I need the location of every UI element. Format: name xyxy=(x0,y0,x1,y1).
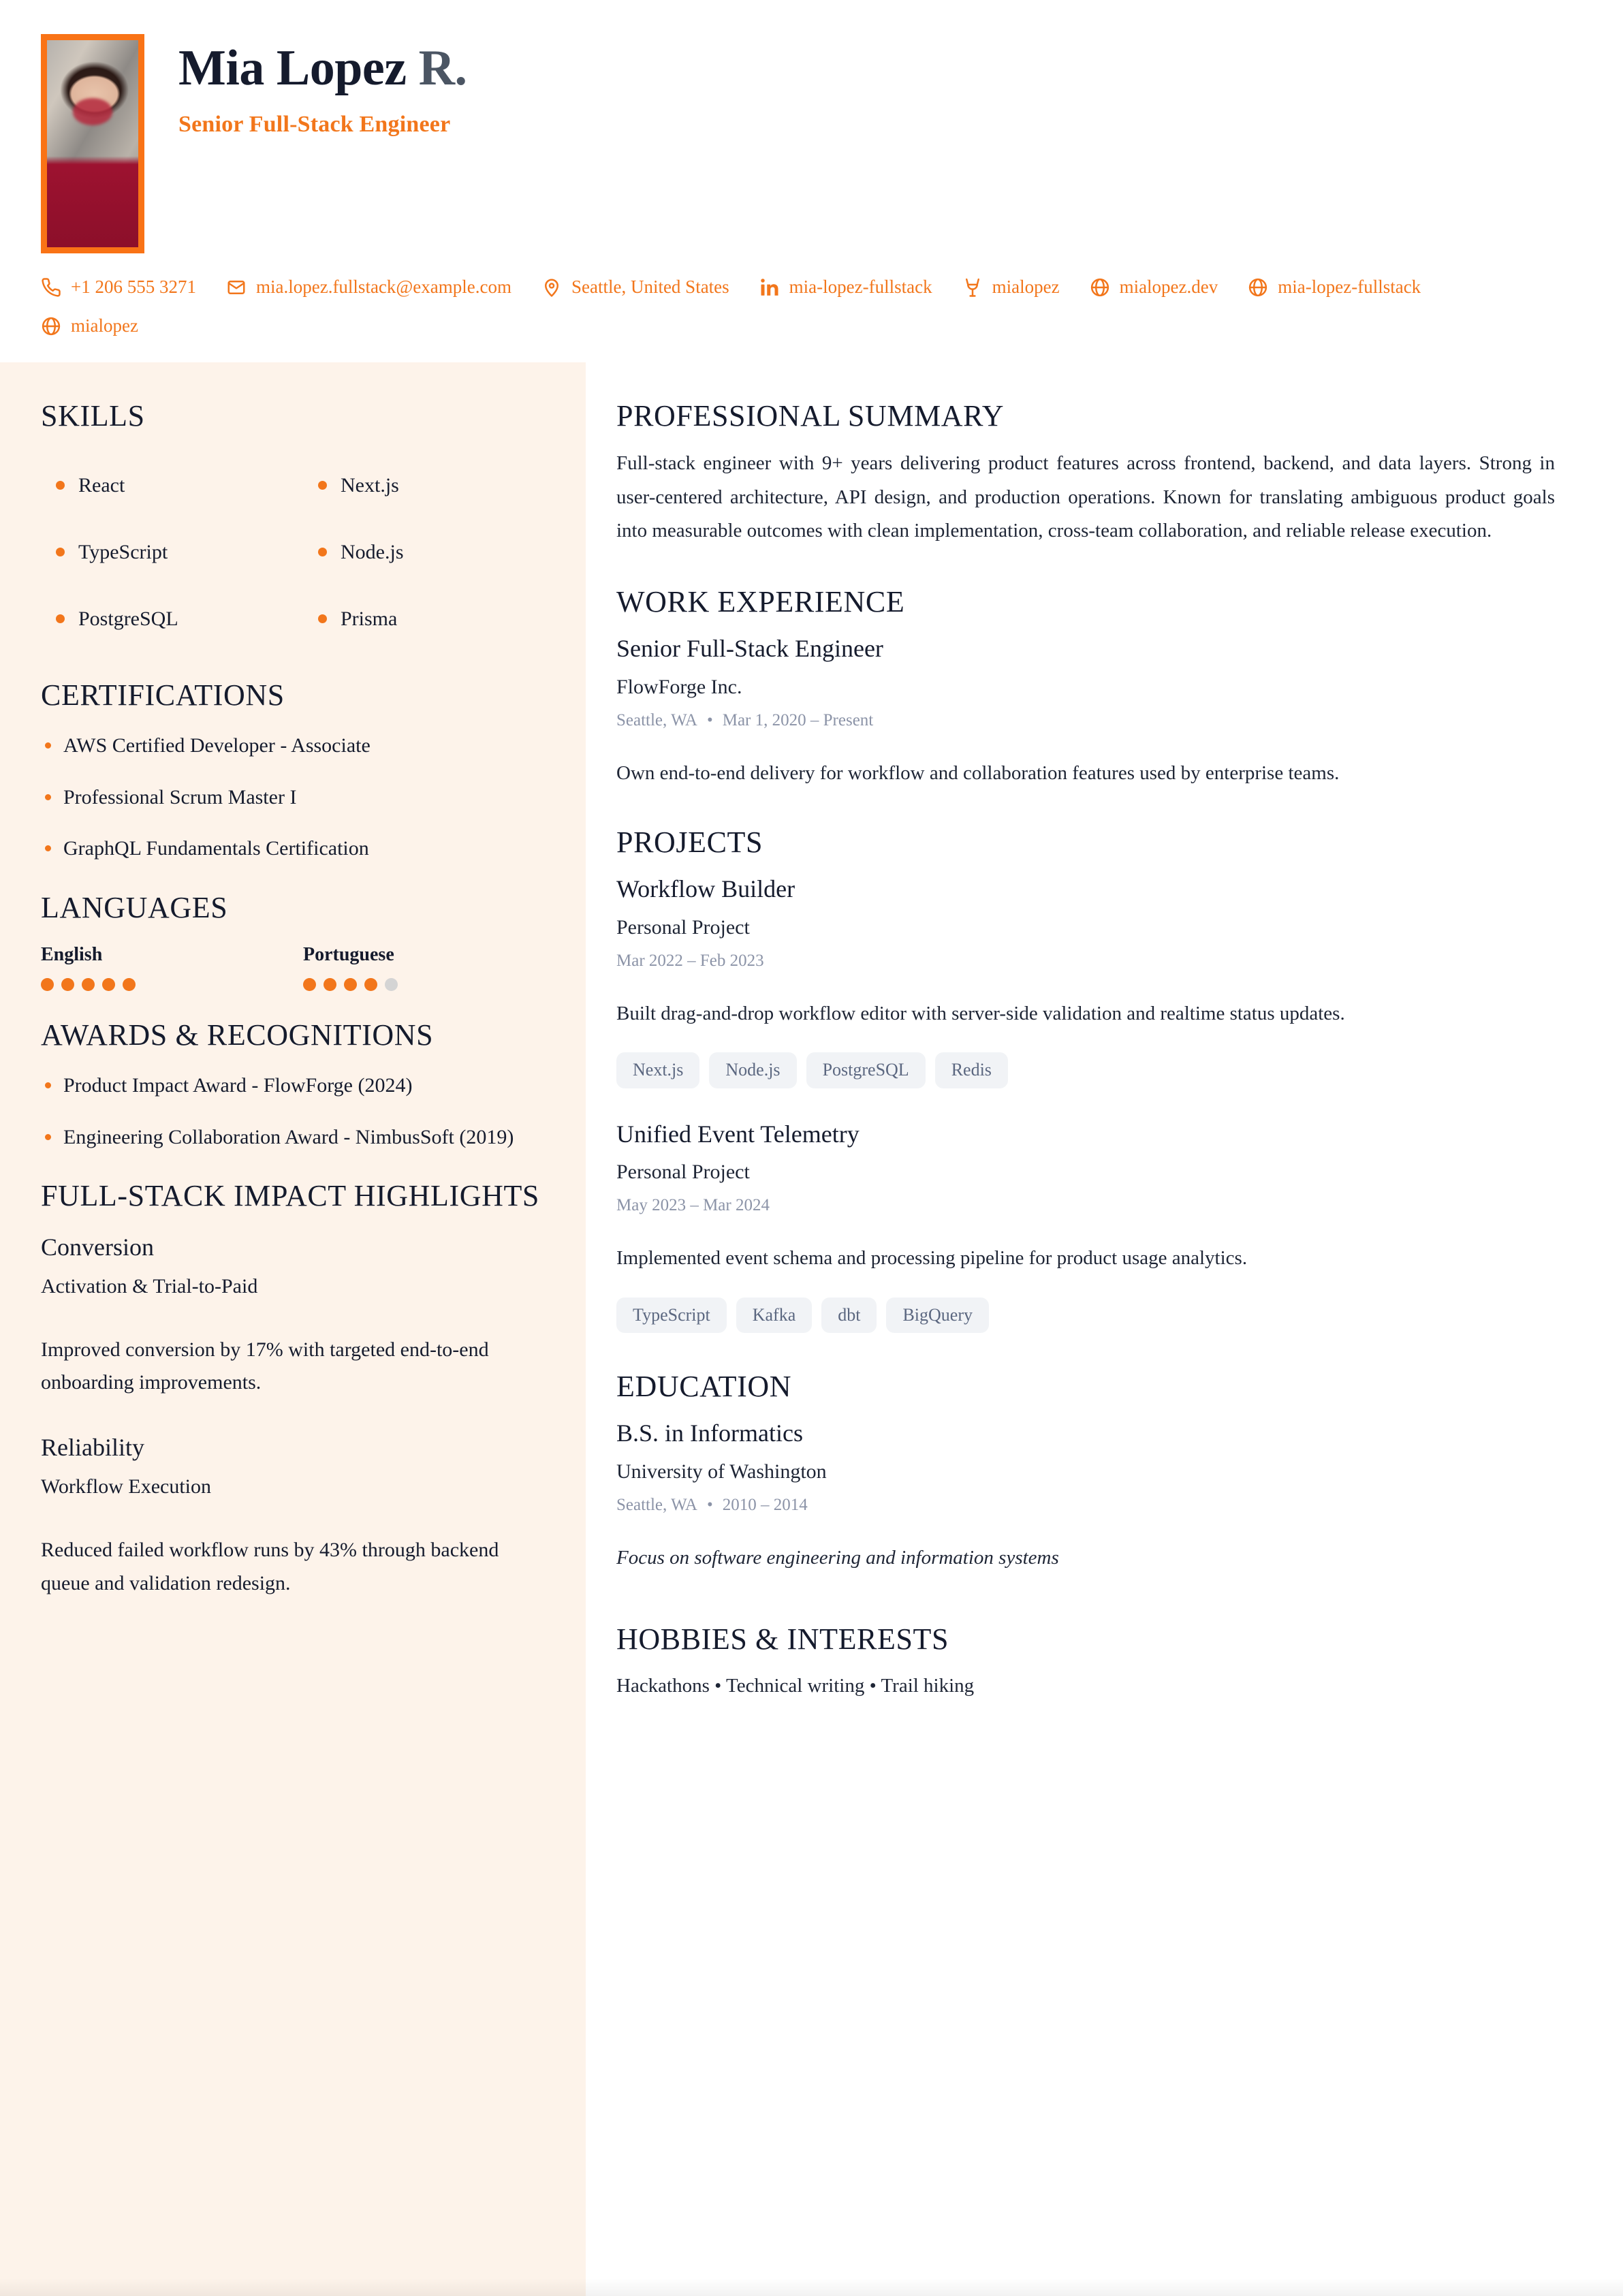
experience-location: Seattle, WA xyxy=(616,710,697,729)
tech-tag: TypeScript xyxy=(616,1298,727,1334)
bullet-icon xyxy=(56,614,65,623)
list-item xyxy=(41,1122,545,1152)
phone-icon xyxy=(41,277,61,298)
linkedin-icon xyxy=(759,277,780,298)
page-title xyxy=(178,42,467,95)
summary-heading: PROFESSIONAL SUMMARY xyxy=(616,399,1005,433)
list-item xyxy=(41,519,283,586)
project-item xyxy=(616,873,1555,1088)
bullet-icon xyxy=(45,742,51,749)
skill-label: PostgreSQL xyxy=(78,607,178,630)
section-education xyxy=(616,1368,1555,1573)
education-dates: 2010 – 2014 xyxy=(722,1495,808,1514)
language-english xyxy=(41,944,283,991)
tech-tag: Redis xyxy=(935,1052,1008,1088)
education-heading: EDUCATION xyxy=(616,1370,792,1404)
contact-location-value: Seattle, United States xyxy=(571,277,729,297)
globe-icon xyxy=(41,316,61,336)
experience-meta xyxy=(616,711,1555,730)
highlight-item xyxy=(41,1232,545,1400)
globe-icon xyxy=(1090,277,1110,298)
highlight-title: Conversion xyxy=(41,1233,154,1261)
contact-website-3-value: mialopez xyxy=(71,315,138,336)
contact-website-2[interactable] xyxy=(1248,277,1421,298)
tech-tag: Next.js xyxy=(616,1052,699,1088)
gitlab-icon xyxy=(962,277,983,298)
rating-dot xyxy=(303,978,316,991)
bullet-icon xyxy=(318,614,327,623)
highlight-subtitle: Workflow Execution xyxy=(41,1475,212,1498)
education-note: Focus on software engineering and information systems xyxy=(616,1546,1059,1569)
bullet-icon xyxy=(318,548,327,556)
experience-dates: Mar 1, 2020 – Present xyxy=(722,710,874,729)
certification-label: AWS Certified Developer - Associate xyxy=(63,734,371,757)
skills-grid xyxy=(41,452,545,652)
project-tags xyxy=(616,1298,1555,1334)
list-item xyxy=(41,1071,545,1101)
sidebar xyxy=(0,362,586,2296)
contact-gitlab[interactable] xyxy=(962,277,1060,298)
resume-header xyxy=(0,0,1623,253)
project-item xyxy=(616,1118,1555,1334)
job-title: Senior Full-Stack Engineer xyxy=(178,111,451,137)
bullet-icon xyxy=(318,481,327,490)
language-label: Portuguese xyxy=(303,943,394,965)
project-title: Workflow Builder xyxy=(616,875,795,902)
certifications-heading: CERTIFICATIONS xyxy=(41,678,285,712)
skills-heading: SKILLS xyxy=(41,399,145,433)
experience-description: Own end-to-end delivery for workflow and collaboration features used by enterprise teams. xyxy=(616,761,1340,784)
bullet-icon xyxy=(45,1082,51,1088)
highlight-subtitle: Activation & Trial-to-Paid xyxy=(41,1274,258,1298)
highlight-description: Improved conversion by 17% with targeted end-to-end onboarding improvements. xyxy=(41,1338,489,1394)
section-summary xyxy=(616,398,1555,548)
section-certifications xyxy=(41,677,545,864)
contact-linkedin[interactable] xyxy=(759,277,932,298)
rating-dot xyxy=(123,978,136,991)
project-org: Personal Project xyxy=(616,1161,750,1184)
rating-dot xyxy=(324,978,336,991)
projects-heading: PROJECTS xyxy=(616,825,763,860)
project-dates: May 2023 – Mar 2024 xyxy=(616,1196,770,1215)
highlight-title: Reliability xyxy=(41,1434,144,1462)
summary-text: Full-stack engineer with 9+ years delivering product features across frontend, backend, and data layers. Strong in user-centered architecture, API design, and production operations. Known for translating ambiguous product goals into measurable outcomes with clean implementation, cross-team collaboration, and reliable release execution. xyxy=(616,452,1555,542)
languages-heading: LANGUAGES xyxy=(41,890,228,924)
rating-dot xyxy=(82,978,95,991)
contact-website-3[interactable] xyxy=(41,315,138,336)
skill-label: Prisma xyxy=(341,607,398,630)
section-experience xyxy=(616,584,1555,789)
rating-dot xyxy=(102,978,115,991)
contact-email[interactable] xyxy=(226,277,511,298)
bullet-icon xyxy=(56,481,65,490)
list-item xyxy=(41,452,283,519)
bullet-icon xyxy=(56,548,65,556)
bullet-icon xyxy=(45,794,51,800)
list-item xyxy=(41,731,545,761)
project-title: Unified Event Telemetry xyxy=(616,1120,860,1148)
section-hobbies xyxy=(616,1621,1555,1701)
hobbies-heading: HOBBIES & INTERESTS xyxy=(616,1622,949,1656)
skill-label: React xyxy=(78,473,125,497)
language-label: English xyxy=(41,943,103,965)
rating-dot xyxy=(344,978,357,991)
contact-phone[interactable] xyxy=(41,277,196,298)
section-skills xyxy=(41,398,545,652)
globe-icon xyxy=(1248,277,1268,298)
hobbies-text: Hackathons • Technical writing • Trail hiking xyxy=(616,1674,975,1697)
resume-body xyxy=(0,362,1623,2296)
tech-tag: PostgreSQL xyxy=(806,1052,926,1088)
experience-heading: WORK EXPERIENCE xyxy=(616,585,905,619)
list-item xyxy=(41,783,545,813)
list-item xyxy=(303,519,545,586)
skill-label: Next.js xyxy=(341,473,399,497)
contact-website-1-value: mialopez.dev xyxy=(1119,277,1218,297)
project-org: Personal Project xyxy=(616,915,750,939)
section-awards xyxy=(41,1017,545,1152)
contact-website-1[interactable] xyxy=(1090,277,1218,298)
experience-item xyxy=(616,633,1555,789)
list-item xyxy=(41,834,545,864)
award-label: Engineering Collaboration Award - NimbusSoft (2019) xyxy=(63,1125,514,1148)
education-item xyxy=(616,1417,1555,1573)
education-location: Seattle, WA xyxy=(616,1495,697,1514)
project-dates: Mar 2022 – Feb 2023 xyxy=(616,951,764,970)
main-column xyxy=(586,362,1623,2296)
contact-location[interactable] xyxy=(541,277,729,298)
language-rating xyxy=(41,978,283,991)
profile-photo-image xyxy=(47,40,138,247)
languages-grid xyxy=(41,944,545,991)
meta-separator: • xyxy=(706,710,713,729)
rating-dot xyxy=(364,978,377,991)
highlights-heading: FULL-STACK IMPACT HIGHLIGHTS xyxy=(41,1179,539,1213)
tech-tag: Kafka xyxy=(736,1298,813,1334)
contact-list xyxy=(0,253,1587,336)
certification-label: Professional Scrum Master I xyxy=(63,785,297,808)
award-label: Product Impact Award - FlowForge (2024) xyxy=(63,1074,413,1097)
rating-dot xyxy=(41,978,54,991)
contact-website-2-value: mia-lopez-fullstack xyxy=(1278,277,1421,297)
contact-email-value: mia.lopez.fullstack@example.com xyxy=(255,277,511,297)
bullet-icon xyxy=(45,845,51,851)
certification-label: GraphQL Fundamentals Certification xyxy=(63,837,369,860)
contact-linkedin-value: mia-lopez-fullstack xyxy=(789,277,932,297)
awards-heading: AWARDS & RECOGNITIONS xyxy=(41,1018,434,1052)
education-meta xyxy=(616,1496,1555,1515)
full-name: Mia Lopez xyxy=(178,40,407,96)
contact-phone-value: +1 206 555 3271 xyxy=(71,277,196,297)
surname-initial: R. xyxy=(406,40,467,96)
rating-dot xyxy=(385,978,398,991)
highlight-description: Reduced failed workflow runs by 43% through backend queue and validation redesign. xyxy=(41,1539,499,1594)
project-description: Built drag-and-drop workflow editor with server-side validation and realtime status updates. xyxy=(616,1002,1345,1024)
name-block xyxy=(178,34,467,138)
project-description: Implemented event schema and processing pipeline for product usage analytics. xyxy=(616,1247,1248,1270)
list-item xyxy=(303,586,545,652)
language-rating xyxy=(303,978,545,991)
section-projects xyxy=(616,824,1555,1333)
tech-tag: Node.js xyxy=(709,1052,796,1088)
education-degree: B.S. in Informatics xyxy=(616,1419,803,1447)
tech-tag: BigQuery xyxy=(886,1298,989,1334)
bullet-icon xyxy=(45,1134,51,1140)
list-item xyxy=(41,586,283,652)
section-highlights xyxy=(41,1178,545,1600)
experience-title: Senior Full-Stack Engineer xyxy=(616,634,883,662)
location-icon xyxy=(541,277,562,298)
email-icon xyxy=(226,277,247,298)
profile-photo xyxy=(41,34,144,253)
tech-tag: dbt xyxy=(821,1298,877,1334)
section-languages xyxy=(41,890,545,991)
highlight-item xyxy=(41,1432,545,1600)
skill-label: TypeScript xyxy=(78,540,168,563)
project-tags xyxy=(616,1052,1555,1088)
rating-dot xyxy=(61,978,74,991)
experience-org: FlowForge Inc. xyxy=(616,675,742,698)
skill-label: Node.js xyxy=(341,540,404,563)
education-school: University of Washington xyxy=(616,1460,827,1483)
list-item xyxy=(303,452,545,519)
language-portuguese xyxy=(303,944,545,991)
contact-gitlab-value: mialopez xyxy=(992,277,1060,297)
meta-separator: • xyxy=(706,1495,713,1514)
